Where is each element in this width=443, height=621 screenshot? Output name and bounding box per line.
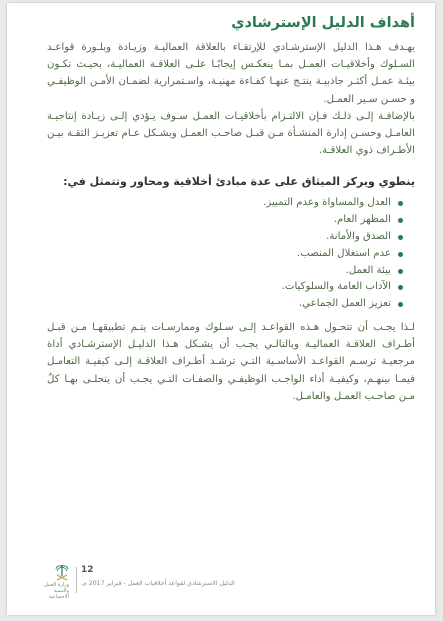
bullet-icon — [398, 269, 403, 274]
section-title: أهداف الدليل الإسترشادي — [231, 15, 415, 31]
bullet-icon — [398, 252, 403, 257]
bullet-icon — [398, 285, 403, 290]
bullet-icon — [398, 235, 403, 240]
bullet-icon — [398, 218, 403, 223]
goals-paragraph-2: بالإضافـة إلـى ذلـك فـإن الالتـزام بأخلاقيـات العمـل سـوف يـؤدي إلـى زيـادة إنتاجيـة العامـل وحسـن إدارة المنشـأة مـن قبـل صاحـب العمـل وبشـكل عـام تعزيـز الثقـة بيـن الأطـراف ذوي العلاقـة. — [47, 110, 415, 157]
footer-divider — [76, 567, 77, 593]
bullet-icon — [398, 201, 403, 206]
principles-heading: ينطوي ويركز الميثاق على عدة مبادئ أخلاقية ومحاور وتتمثل في: — [63, 175, 415, 189]
list-item: المظهر العام. — [47, 212, 403, 229]
page-footer — [21, 563, 261, 599]
document-page — [7, 3, 435, 615]
list-item: الآداب العامة والسلوكيات. — [47, 279, 403, 296]
list-item: الصدق والأمانة. — [47, 229, 403, 246]
page-number: 12 — [81, 565, 94, 575]
list-item: بيئة العمل. — [47, 263, 403, 280]
footer-caption: الدليل الاسترشادي لقواعد أخلاقيات العمل - فبراير 2017 م. — [81, 580, 235, 587]
palm-swords-emblem-icon — [55, 563, 69, 583]
principles-list — [47, 195, 415, 313]
list-item: العدل والمساواة وعدم التمييز. — [47, 195, 403, 212]
closing-paragraph: لـذا يجـب أن تتحـول هـذه القواعـد إلـى سـلوك وممارسـات يتـم تطبيقهـا مـن قبـل أطـراف العلاقـة العماليـة وبالتالـي يجـب أن يشـكل هـذا الدليـل الإسترشـادي أداة مرجعيـة ترسـم القواعـد الأساسـية التـي ترشـد أطـراف العلاقـة إلـى كيفيـة التعامـل فيمـا بينهـم، وكيفيـة أداء الواجـب الوظيفـي والصفـات التـي يجـب أن يتحلـى بهـا كلٌ مـن صاحـب العمـل والعامـل. — [47, 322, 415, 402]
list-item: تعزيز العمل الجماعي. — [47, 296, 403, 313]
goals-paragraph-1: يهـدف هـذا الدليل الإسترشـادي للإرتقـاء بالعلاقة العماليـة وزيـادة وبلـورة قواعـد السـلوك وأخلاقيـات العمـل بمـا ينعكـس إيجابًـا علـى العلاقـة العماليـة، بحيـث تكـون بيئـة عمـل أكثـر جاذبيـة ينتـج عنهـا كفـاءة مهنيـة، واسـتمرارية لضمـان الأمـن الوظيفـي و حسـن سـير العمـل. — [47, 42, 415, 105]
ministry-logo — [21, 563, 73, 600]
page-content — [47, 13, 415, 405]
logo-text: وزارة العمل والتنمية الاجتماعية — [44, 582, 69, 600]
bullet-icon — [398, 302, 403, 307]
list-item: عدم استغلال المنصب. — [47, 246, 403, 263]
